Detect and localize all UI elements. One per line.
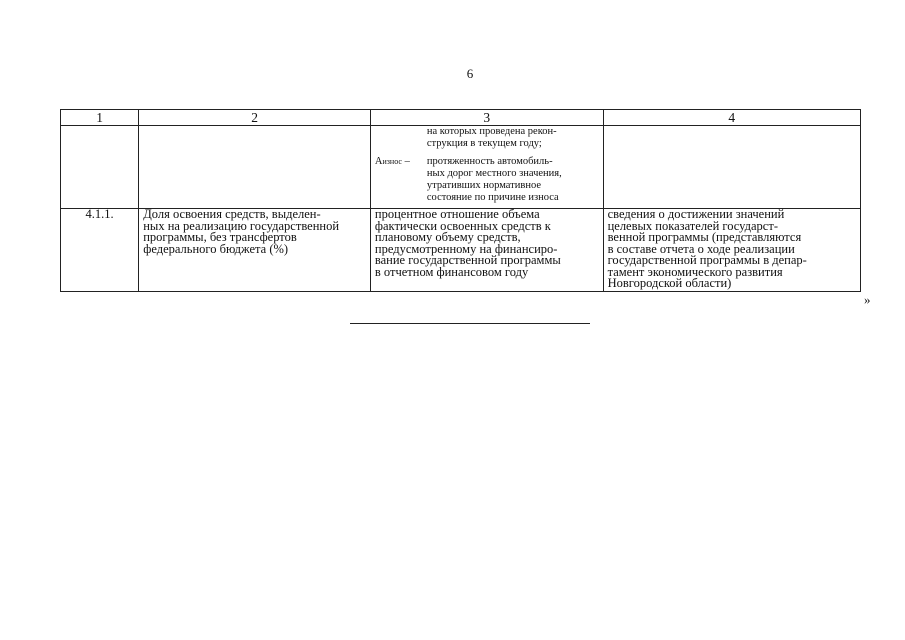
- continuation-lead-line: на которых проведена рекон-: [426, 126, 557, 137]
- page-number: 6: [466, 66, 474, 81]
- indicator-table: [60, 109, 861, 292]
- header-col-4: 4: [603, 110, 860, 126]
- data-source-line: венной программы (представляются: [607, 230, 802, 244]
- header-col-2: 2: [139, 110, 371, 126]
- data-source-line: государственной программы в депар-: [607, 253, 807, 267]
- calculation-method-line: вание государственной программы: [374, 253, 561, 267]
- variable-desc-line: ных дорог местного значения,: [426, 168, 562, 179]
- variable-subscript: износ: [382, 157, 402, 166]
- data-source-line: в составе отчета о ходе реализации: [607, 241, 795, 256]
- calculation-method-line: плановому объему средств,: [374, 230, 521, 244]
- table-row: [61, 209, 861, 292]
- variable-symbol: [375, 156, 427, 204]
- closing-quote: »: [864, 292, 871, 307]
- data-source-line: целевых показателей государст-: [607, 218, 778, 233]
- indicator-name-line: федерального бюджета (%): [143, 241, 289, 256]
- continuation-col-3: [370, 126, 603, 209]
- variable-description: [427, 156, 599, 204]
- table-header-row: [61, 110, 861, 126]
- continuation-lead-line: струкция в текущем году;: [426, 138, 542, 149]
- end-rule: [350, 323, 590, 324]
- variable-desc-line: утративших нормативное: [426, 180, 541, 191]
- continuation-lead: [427, 126, 599, 150]
- data-source-line: сведения о достижении значений: [607, 207, 785, 221]
- calculation-method-line: в отчетном финансовом году: [374, 264, 529, 279]
- variable-desc-line: состояние по причине износа: [426, 192, 559, 203]
- indicator-name-line: ных на реализацию государственной: [143, 218, 340, 233]
- data-source: [603, 209, 860, 292]
- continuation-col-1: [61, 126, 139, 209]
- data-source-line: Новгородской области): [607, 276, 732, 290]
- indicator-name-line: Доля освоения средств, выделен-: [143, 207, 321, 221]
- row-number: 4.1.1.: [61, 209, 139, 292]
- calculation-method-line: фактически освоенных средств к: [374, 218, 551, 233]
- variable-desc-line: протяженность автомобиль-: [426, 156, 553, 167]
- continuation-col-2: [139, 126, 371, 209]
- header-col-1: 1: [61, 110, 139, 126]
- continuation-col-4: [603, 126, 860, 209]
- variable-letter: А: [374, 156, 383, 167]
- calculation-method-line: предусмотренному на финансиро-: [374, 241, 558, 256]
- variable-dash: –: [404, 156, 410, 167]
- indicator-name: [139, 209, 371, 292]
- continuation-row: [61, 126, 861, 209]
- data-source-line: тамент экономического развития: [607, 264, 783, 279]
- indicator-name-line: программы, без трансфертов: [143, 230, 297, 244]
- calculation-method: [370, 209, 603, 292]
- calculation-method-line: процентное отношение объема: [374, 207, 540, 221]
- header-col-3: 3: [370, 110, 603, 126]
- variable-definition: [375, 156, 599, 204]
